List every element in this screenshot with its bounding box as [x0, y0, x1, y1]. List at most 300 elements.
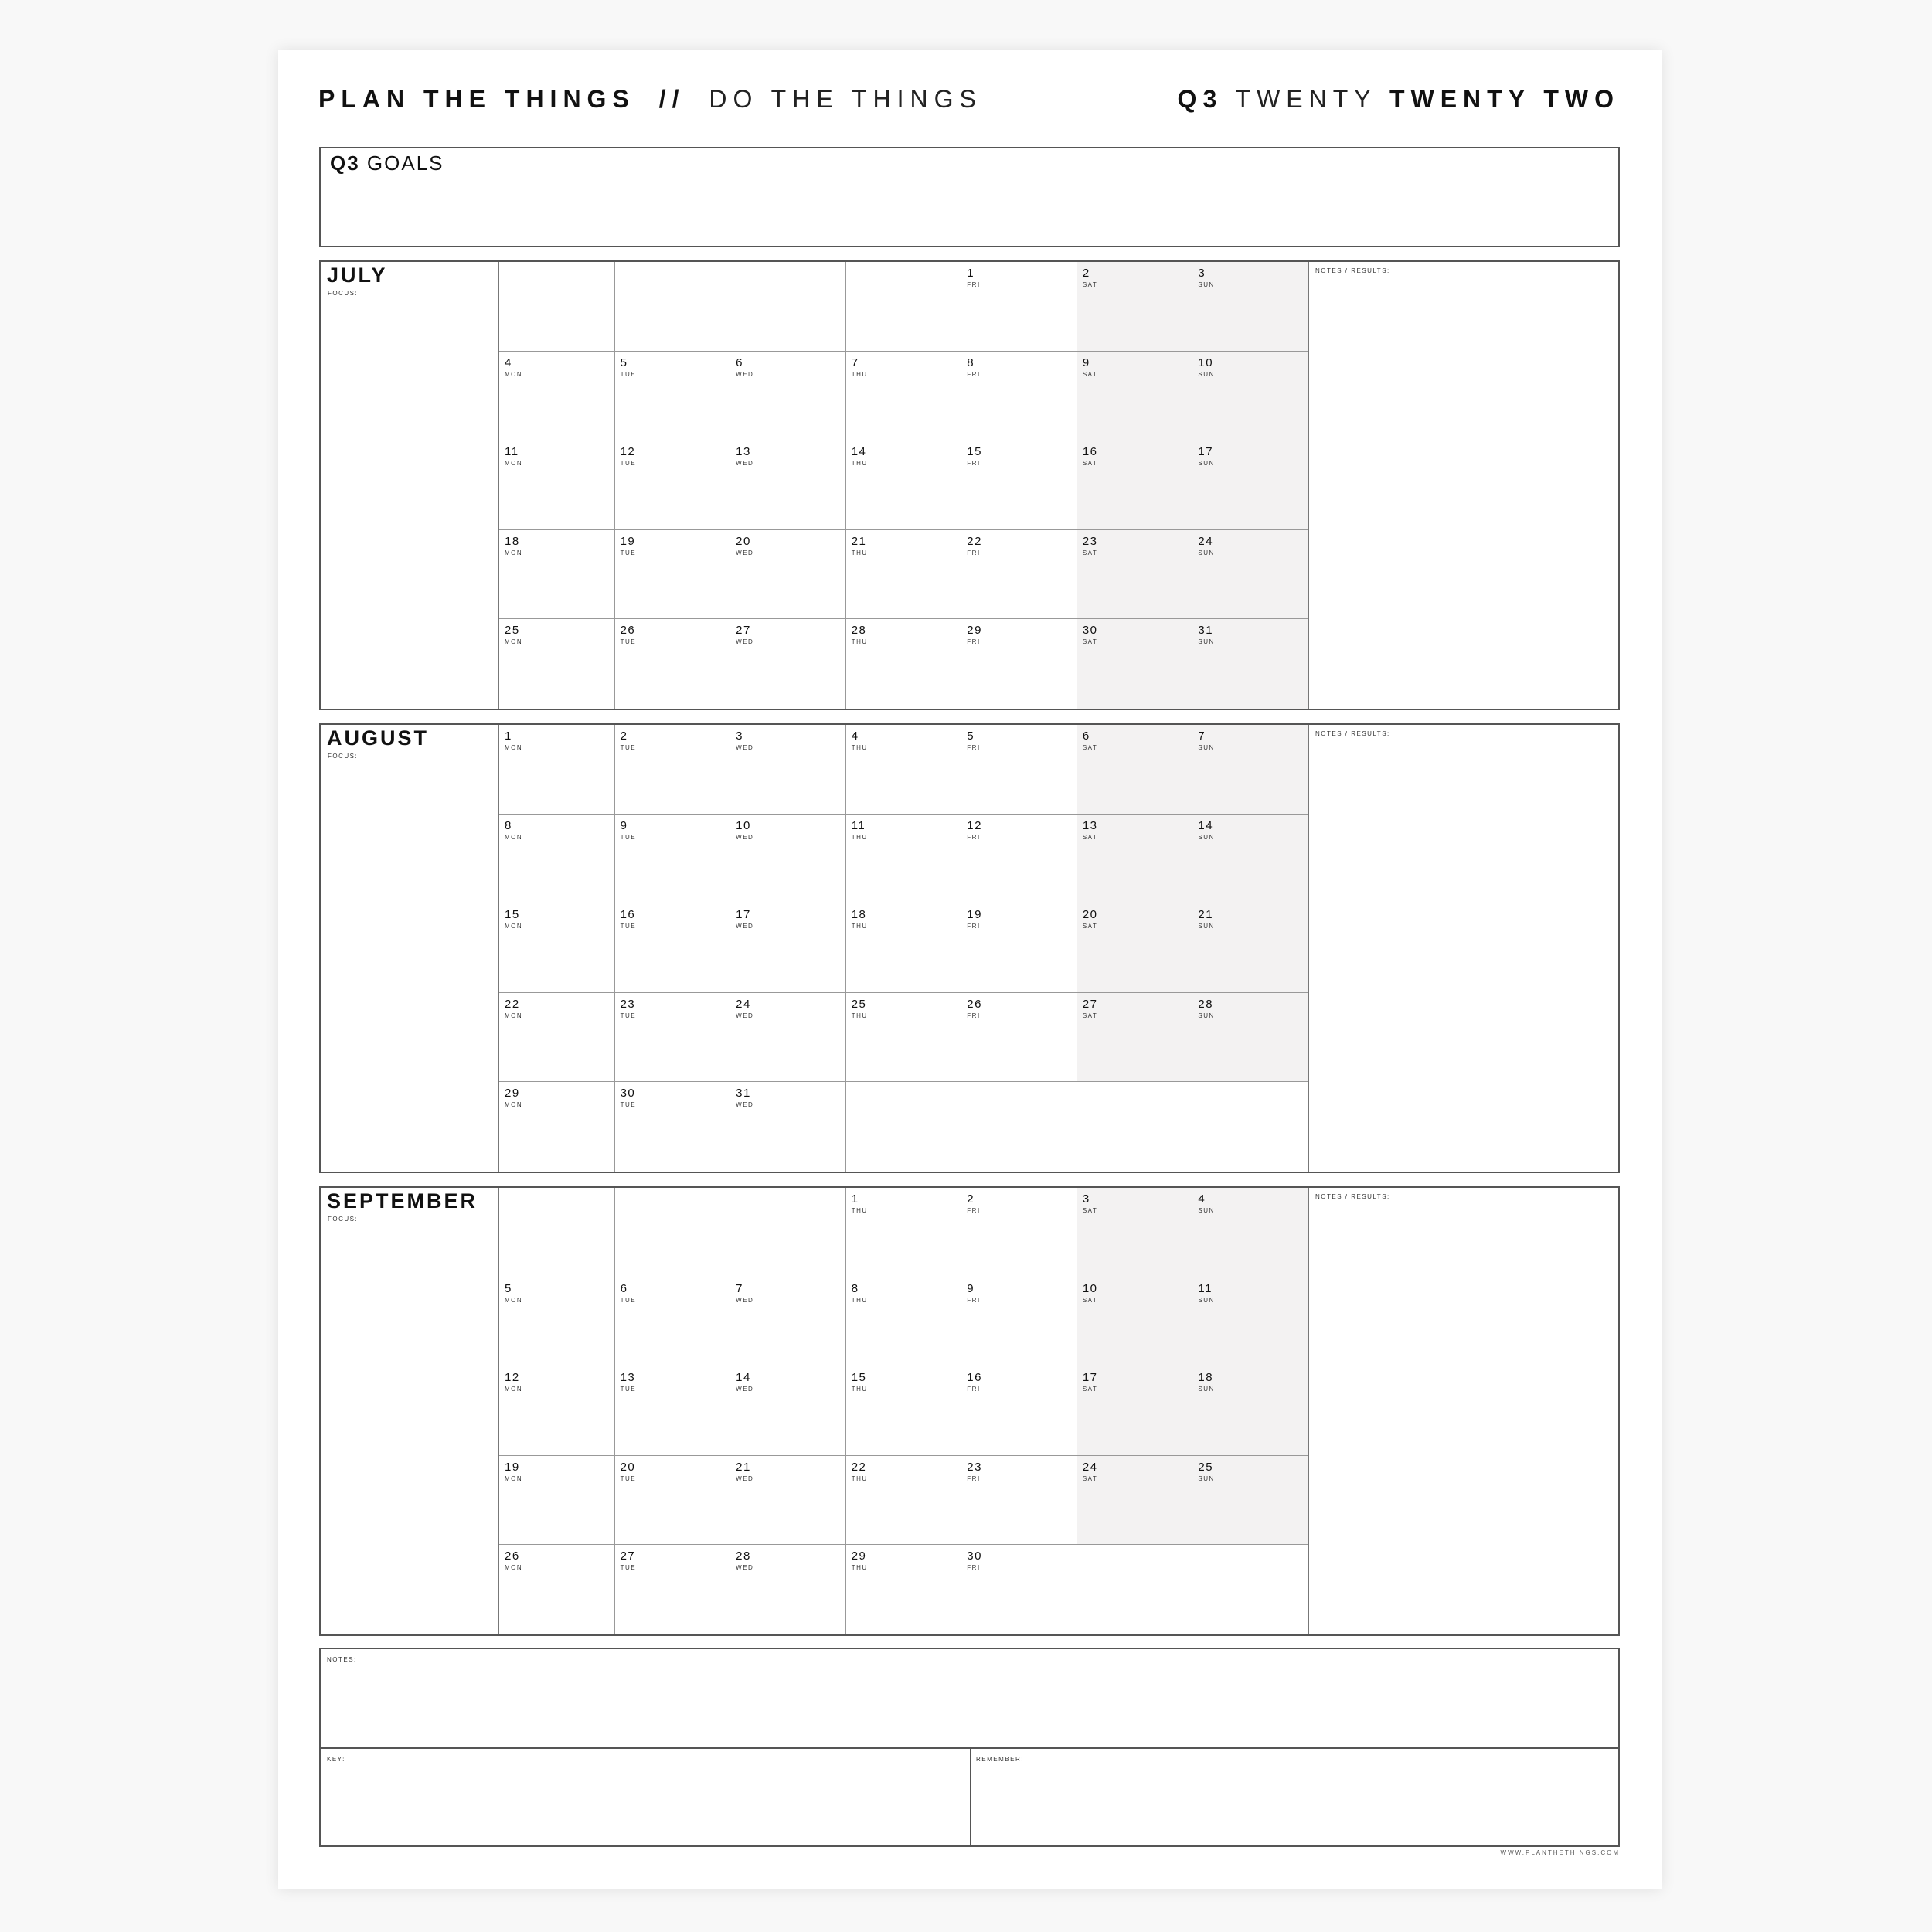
day-cell[interactable] — [961, 1277, 1077, 1367]
day-number: 8 — [967, 355, 975, 369]
day-name: SAT — [1082, 1296, 1098, 1304]
day-cell[interactable] — [499, 1456, 615, 1546]
day-name: WED — [736, 833, 754, 841]
day-name: THU — [851, 1475, 868, 1482]
day-cell[interactable] — [961, 993, 1077, 1083]
day-name: MON — [505, 370, 523, 378]
day-number: 12 — [620, 445, 636, 459]
empty-day-cell[interactable] — [846, 262, 962, 352]
day-number: 6 — [620, 1281, 628, 1295]
day-number: 7 — [851, 355, 859, 369]
day-name: THU — [851, 1207, 868, 1214]
day-number: 2 — [1082, 267, 1090, 280]
day-number: 27 — [620, 1549, 636, 1563]
day-cell[interactable] — [615, 725, 731, 815]
day-name: FRI — [967, 1012, 981, 1019]
day-name: SAT — [1082, 1475, 1098, 1482]
day-cell[interactable] — [961, 725, 1077, 815]
day-cell[interactable] — [1192, 725, 1308, 815]
remember-label: REMEMBER: — [976, 1756, 1024, 1763]
day-cell[interactable] — [846, 725, 962, 815]
day-name: FRI — [967, 1564, 981, 1572]
day-name: SUN — [1198, 460, 1215, 468]
day-name: SAT — [1082, 923, 1098, 930]
day-number: 27 — [1082, 997, 1098, 1011]
day-cell[interactable] — [730, 815, 846, 904]
day-cell[interactable] — [730, 1456, 846, 1546]
day-cell[interactable] — [1077, 1366, 1193, 1456]
day-name: FRI — [967, 460, 981, 468]
day-number: 28 — [851, 624, 867, 638]
month-section-august — [319, 723, 1620, 1173]
day-cell[interactable] — [499, 815, 615, 904]
day-number: 26 — [505, 1549, 520, 1563]
day-cell[interactable] — [961, 1188, 1077, 1277]
day-name: SUN — [1198, 549, 1215, 556]
day-number: 22 — [851, 1460, 867, 1474]
empty-day-cell[interactable] — [1192, 1545, 1308, 1634]
day-name: MON — [505, 1296, 523, 1304]
day-number: 15 — [851, 1371, 867, 1385]
day-cell[interactable] — [846, 1545, 962, 1634]
day-cell[interactable] — [961, 262, 1077, 352]
day-cell[interactable] — [615, 993, 731, 1083]
day-name: MON — [505, 923, 523, 930]
day-number: 28 — [736, 1549, 751, 1563]
day-cell[interactable] — [499, 352, 615, 441]
day-cell[interactable] — [615, 815, 731, 904]
day-name: WED — [736, 460, 754, 468]
goals-box[interactable] — [319, 147, 1620, 247]
day-name: SUN — [1198, 744, 1215, 751]
day-cell[interactable] — [846, 619, 962, 709]
day-number: 16 — [967, 1371, 982, 1385]
day-name: WED — [736, 638, 754, 646]
day-cell[interactable] — [499, 619, 615, 709]
day-cell[interactable] — [499, 1366, 615, 1456]
day-name: SAT — [1082, 638, 1098, 646]
day-number: 30 — [620, 1087, 636, 1100]
day-cell[interactable] — [1077, 262, 1193, 352]
day-cell[interactable] — [1077, 725, 1193, 815]
day-cell[interactable] — [499, 1082, 615, 1172]
day-name: FRI — [967, 1475, 981, 1482]
day-number: 6 — [736, 355, 743, 369]
month-section-july — [319, 260, 1620, 710]
day-number: 6 — [1082, 730, 1090, 743]
day-number: 11 — [1198, 1281, 1213, 1295]
day-name: SAT — [1082, 1207, 1098, 1214]
day-number: 24 — [736, 997, 751, 1011]
header-year-bold: TWENTY TWO — [1389, 85, 1620, 113]
day-name: TUE — [620, 1101, 637, 1109]
day-cell[interactable] — [846, 530, 962, 620]
day-cell[interactable] — [1192, 993, 1308, 1083]
day-name: TUE — [620, 744, 637, 751]
day-cell[interactable] — [1192, 1456, 1308, 1546]
bottom-notes-area — [319, 1648, 1620, 1847]
day-name: TUE — [620, 1296, 637, 1304]
day-cell[interactable] — [846, 993, 962, 1083]
day-name: SAT — [1082, 460, 1098, 468]
day-name: THU — [851, 1012, 868, 1019]
day-number: 5 — [967, 730, 975, 743]
calendar-grid — [498, 1188, 1309, 1634]
day-cell[interactable] — [846, 815, 962, 904]
day-cell[interactable] — [615, 1082, 731, 1172]
day-cell[interactable] — [1077, 1188, 1193, 1277]
day-cell[interactable] — [499, 1277, 615, 1367]
day-cell[interactable] — [1192, 1188, 1308, 1277]
day-name: TUE — [620, 1475, 637, 1482]
day-cell[interactable] — [1192, 530, 1308, 620]
day-cell[interactable] — [730, 440, 846, 530]
day-name: FRI — [967, 549, 981, 556]
day-name: FRI — [967, 281, 981, 288]
goals-label: GOALS — [366, 151, 444, 175]
day-cell[interactable] — [846, 1188, 962, 1277]
day-name: WED — [736, 1475, 754, 1482]
day-number: 8 — [505, 818, 512, 832]
day-number: 3 — [1082, 1192, 1090, 1206]
focus-label: FOCUS: — [328, 290, 359, 297]
website-footer: WWW.PLANTHETHINGS.COM — [1500, 1849, 1620, 1856]
empty-day-cell[interactable] — [499, 1188, 615, 1277]
empty-day-cell[interactable] — [846, 1082, 962, 1172]
day-number: 4 — [851, 730, 859, 743]
day-number: 16 — [1082, 445, 1098, 459]
day-number: 15 — [967, 445, 982, 459]
day-name: WED — [736, 1296, 754, 1304]
day-name: SAT — [1082, 549, 1098, 556]
day-number: 7 — [1198, 730, 1206, 743]
day-name: THU — [851, 1296, 868, 1304]
day-cell[interactable] — [730, 1366, 846, 1456]
day-cell[interactable] — [499, 903, 615, 993]
calendar-grid — [498, 262, 1309, 709]
day-number: 2 — [967, 1192, 975, 1206]
day-name: SUN — [1198, 281, 1215, 288]
header-plan-text: PLAN THE THINGS — [318, 85, 635, 113]
day-cell[interactable] — [1192, 440, 1308, 530]
day-cell[interactable] — [1077, 1277, 1193, 1367]
day-name: TUE — [620, 833, 637, 841]
day-name: THU — [851, 744, 868, 751]
day-number: 10 — [736, 818, 751, 832]
day-cell[interactable] — [615, 440, 731, 530]
day-name: FRI — [967, 1207, 981, 1214]
day-cell[interactable] — [730, 530, 846, 620]
day-name: FRI — [967, 1296, 981, 1304]
day-name: MON — [505, 549, 523, 556]
day-number: 10 — [1082, 1281, 1098, 1295]
day-cell[interactable] — [846, 903, 962, 993]
day-number: 15 — [505, 908, 520, 922]
day-name: FRI — [967, 923, 981, 930]
day-cell[interactable] — [1077, 903, 1193, 993]
day-number: 29 — [505, 1087, 520, 1100]
day-cell[interactable] — [1192, 1366, 1308, 1456]
day-number: 23 — [967, 1460, 982, 1474]
day-name: TUE — [620, 370, 637, 378]
day-cell[interactable] — [961, 1456, 1077, 1546]
day-name: TUE — [620, 460, 637, 468]
month-name: SEPTEMBER — [327, 1189, 478, 1213]
day-cell[interactable] — [961, 530, 1077, 620]
day-number: 5 — [505, 1281, 512, 1295]
day-number: 14 — [736, 1371, 751, 1385]
day-cell[interactable] — [499, 993, 615, 1083]
day-number: 1 — [505, 730, 512, 743]
day-cell[interactable] — [730, 1277, 846, 1367]
day-name: MON — [505, 638, 523, 646]
day-cell[interactable] — [961, 1366, 1077, 1456]
day-cell[interactable] — [499, 530, 615, 620]
day-name: TUE — [620, 1012, 637, 1019]
day-number: 22 — [967, 534, 982, 548]
day-cell[interactable] — [615, 1456, 731, 1546]
day-name: WED — [736, 744, 754, 751]
day-number: 27 — [736, 624, 751, 638]
day-cell[interactable] — [1077, 619, 1193, 709]
header-quarter — [1178, 85, 1620, 114]
day-number: 26 — [620, 624, 636, 638]
day-name: TUE — [620, 638, 637, 646]
day-cell[interactable] — [1077, 815, 1193, 904]
header-year-light: TWENTY — [1235, 85, 1377, 113]
day-name: THU — [851, 638, 868, 646]
day-number: 5 — [620, 355, 628, 369]
day-number: 17 — [1082, 1371, 1098, 1385]
day-name: THU — [851, 1564, 868, 1572]
day-name: THU — [851, 1386, 868, 1393]
day-name: MON — [505, 1012, 523, 1019]
day-name: WED — [736, 1101, 754, 1109]
day-cell[interactable] — [615, 1545, 731, 1634]
day-cell[interactable] — [1077, 1456, 1193, 1546]
day-cell[interactable] — [1192, 262, 1308, 352]
day-name: THU — [851, 833, 868, 841]
day-number: 20 — [620, 1460, 636, 1474]
day-name: MON — [505, 1386, 523, 1393]
day-number: 2 — [620, 730, 628, 743]
day-name: MON — [505, 744, 523, 751]
day-number: 23 — [1082, 534, 1098, 548]
day-cell[interactable] — [615, 1366, 731, 1456]
header-title — [318, 85, 982, 114]
day-number: 11 — [505, 445, 519, 459]
empty-day-cell[interactable] — [499, 262, 615, 352]
day-cell[interactable] — [499, 1545, 615, 1634]
day-cell[interactable] — [1192, 815, 1308, 904]
day-number: 18 — [1198, 1371, 1214, 1385]
day-number: 1 — [967, 267, 975, 280]
day-name: SAT — [1082, 833, 1098, 841]
goals-quarter: Q3 — [330, 151, 360, 175]
day-cell[interactable] — [1077, 993, 1193, 1083]
empty-day-cell[interactable] — [1077, 1545, 1193, 1634]
month-name: AUGUST — [327, 726, 429, 750]
day-number: 9 — [967, 1281, 975, 1295]
day-number: 19 — [505, 1460, 520, 1474]
divider — [970, 1747, 971, 1845]
day-name: WED — [736, 370, 754, 378]
day-name: SUN — [1198, 833, 1215, 841]
day-name: THU — [851, 549, 868, 556]
day-cell[interactable] — [615, 903, 731, 993]
day-cell[interactable] — [615, 530, 731, 620]
day-name: MON — [505, 1101, 523, 1109]
day-name: TUE — [620, 549, 637, 556]
day-cell[interactable] — [730, 1545, 846, 1634]
day-name: SAT — [1082, 1012, 1098, 1019]
header-do-text: DO THE THINGS — [709, 85, 982, 113]
day-number: 21 — [851, 534, 867, 548]
day-cell[interactable] — [730, 619, 846, 709]
day-name: WED — [736, 1386, 754, 1393]
day-cell[interactable] — [730, 903, 846, 993]
day-number: 24 — [1198, 534, 1214, 548]
day-name: WED — [736, 923, 754, 930]
day-cell[interactable] — [961, 815, 1077, 904]
day-number: 24 — [1082, 1460, 1098, 1474]
day-number: 12 — [967, 818, 982, 832]
day-number: 13 — [1082, 818, 1098, 832]
day-cell[interactable] — [615, 619, 731, 709]
day-number: 17 — [1198, 445, 1214, 459]
day-name: SUN — [1198, 1012, 1215, 1019]
day-cell[interactable] — [846, 1456, 962, 1546]
day-cell[interactable] — [1192, 1277, 1308, 1367]
focus-label: FOCUS: — [328, 1216, 359, 1223]
day-number: 19 — [967, 908, 982, 922]
day-name: WED — [736, 549, 754, 556]
day-cell[interactable] — [499, 440, 615, 530]
notes-label: NOTES: — [327, 1656, 357, 1663]
day-number: 30 — [1082, 624, 1098, 638]
day-cell[interactable] — [1077, 352, 1193, 441]
day-name: SUN — [1198, 1386, 1215, 1393]
day-cell[interactable] — [615, 1277, 731, 1367]
empty-day-cell[interactable] — [961, 1082, 1077, 1172]
empty-day-cell[interactable] — [615, 262, 731, 352]
day-number: 9 — [1082, 355, 1090, 369]
day-number: 22 — [505, 997, 520, 1011]
day-cell[interactable] — [846, 1366, 962, 1456]
day-name: SAT — [1082, 281, 1098, 288]
day-cell[interactable] — [499, 725, 615, 815]
day-cell[interactable] — [846, 352, 962, 441]
day-name: SUN — [1198, 370, 1215, 378]
day-number: 12 — [505, 1371, 520, 1385]
day-number: 14 — [851, 445, 867, 459]
calendar-grid — [498, 725, 1309, 1172]
day-cell[interactable] — [961, 1545, 1077, 1634]
empty-day-cell[interactable] — [1192, 1082, 1308, 1172]
day-cell[interactable] — [1077, 440, 1193, 530]
day-number: 7 — [736, 1281, 743, 1295]
day-cell[interactable] — [1192, 903, 1308, 993]
month-section-september — [319, 1186, 1620, 1636]
day-cell[interactable] — [961, 352, 1077, 441]
day-number: 21 — [1198, 908, 1214, 922]
day-name: SUN — [1198, 923, 1215, 930]
day-cell[interactable] — [1192, 619, 1308, 709]
day-number: 4 — [505, 355, 512, 369]
day-name: TUE — [620, 923, 637, 930]
day-number: 20 — [1082, 908, 1098, 922]
empty-day-cell[interactable] — [730, 1188, 846, 1277]
day-name: THU — [851, 460, 868, 468]
day-number: 1 — [851, 1192, 859, 1206]
day-name: SAT — [1082, 1386, 1098, 1393]
day-name: WED — [736, 1564, 754, 1572]
day-number: 28 — [1198, 997, 1214, 1011]
day-cell[interactable] — [1192, 352, 1308, 441]
day-cell[interactable] — [730, 725, 846, 815]
day-number: 23 — [620, 997, 636, 1011]
day-number: 10 — [1198, 355, 1214, 369]
day-name: SUN — [1198, 638, 1215, 646]
day-name: MON — [505, 460, 523, 468]
key-label: KEY: — [327, 1756, 345, 1763]
day-number: 16 — [620, 908, 636, 922]
day-number: 26 — [967, 997, 982, 1011]
day-cell[interactable] — [1077, 530, 1193, 620]
day-cell[interactable] — [846, 1277, 962, 1367]
day-name: SUN — [1198, 1475, 1215, 1482]
day-cell[interactable] — [961, 619, 1077, 709]
day-number: 17 — [736, 908, 751, 922]
day-number: 20 — [736, 534, 751, 548]
day-number: 31 — [1198, 624, 1214, 638]
day-name: THU — [851, 923, 868, 930]
day-name: FRI — [967, 1386, 981, 1393]
day-number: 30 — [967, 1549, 982, 1563]
day-cell[interactable] — [730, 993, 846, 1083]
day-number: 3 — [1198, 267, 1206, 280]
day-name: THU — [851, 370, 868, 378]
goals-title — [330, 151, 444, 175]
day-cell[interactable] — [846, 440, 962, 530]
empty-day-cell[interactable] — [615, 1188, 731, 1277]
month-name: JULY — [327, 264, 388, 287]
day-number: 18 — [851, 908, 867, 922]
day-name: SAT — [1082, 744, 1098, 751]
notes-results-label: NOTES / RESULTS: — [1315, 267, 1390, 274]
day-cell[interactable] — [615, 352, 731, 441]
day-name: TUE — [620, 1386, 637, 1393]
day-cell[interactable] — [730, 352, 846, 441]
day-name: MON — [505, 833, 523, 841]
day-number: 4 — [1198, 1192, 1206, 1206]
day-number: 25 — [505, 624, 520, 638]
day-number: 3 — [736, 730, 743, 743]
day-name: TUE — [620, 1564, 637, 1572]
day-number: 29 — [967, 624, 982, 638]
day-number: 19 — [620, 534, 636, 548]
day-number: 13 — [620, 1371, 636, 1385]
empty-day-cell[interactable] — [730, 262, 846, 352]
day-cell[interactable] — [730, 1082, 846, 1172]
header-quarter-label: Q3 — [1177, 85, 1223, 113]
day-cell[interactable] — [961, 903, 1077, 993]
day-number: 25 — [851, 997, 867, 1011]
empty-day-cell[interactable] — [1077, 1082, 1193, 1172]
day-name: SAT — [1082, 370, 1098, 378]
day-number: 14 — [1198, 818, 1214, 832]
day-cell[interactable] — [961, 440, 1077, 530]
